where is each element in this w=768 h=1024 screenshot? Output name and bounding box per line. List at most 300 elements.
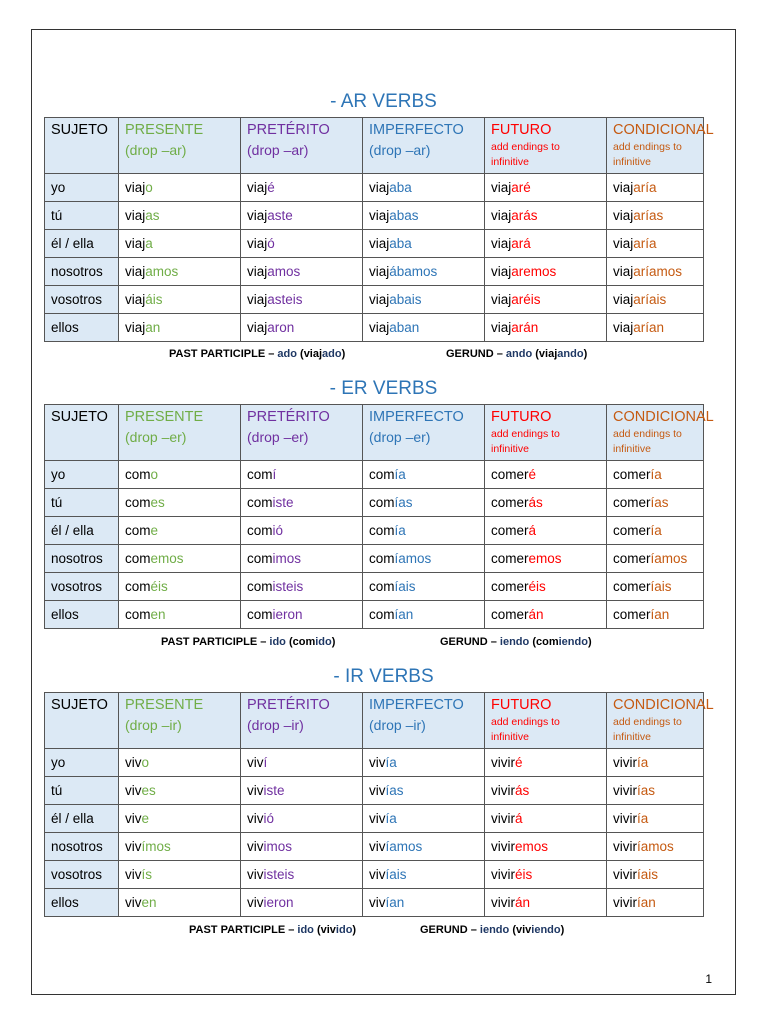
verb-ending: í bbox=[272, 467, 277, 482]
header-futuro bbox=[485, 693, 607, 749]
verb-stem: viaj bbox=[491, 292, 512, 307]
verb-ending: iste bbox=[263, 783, 285, 798]
verb-ending: ían bbox=[637, 895, 656, 910]
verb-ending: abais bbox=[389, 292, 422, 307]
verb-stem: com bbox=[125, 607, 151, 622]
conjugation-cell-preterito bbox=[241, 805, 363, 833]
conjugation-cell-futuro bbox=[485, 461, 607, 489]
conjugation-cell-condicional bbox=[607, 573, 704, 601]
conjugation-cell-imperfecto bbox=[363, 230, 485, 258]
table-row bbox=[45, 749, 704, 777]
verb-ending: ieron bbox=[263, 895, 294, 910]
verb-ending: ía bbox=[385, 811, 397, 826]
paren-close: ) bbox=[583, 348, 588, 360]
verb-stem: viaj bbox=[613, 208, 634, 223]
table-row bbox=[45, 517, 704, 545]
past-participle-example-stem: viaj bbox=[303, 348, 323, 360]
header-presente bbox=[119, 693, 241, 749]
verb-ending: aré bbox=[511, 180, 531, 195]
conjugation-cell-condicional bbox=[607, 202, 704, 230]
verb-stem: viaj bbox=[491, 180, 512, 195]
verb-stem: viaj bbox=[613, 180, 634, 195]
header-condicional-title: CONDICIONAL bbox=[613, 122, 714, 138]
verb-stem: viaj bbox=[613, 236, 634, 251]
verb-ending: amos bbox=[267, 264, 301, 279]
conjugation-cell-presente bbox=[119, 202, 241, 230]
header-imperfecto-title: IMPERFECTO bbox=[369, 122, 464, 138]
conjugation-cell-imperfecto bbox=[363, 489, 485, 517]
conjugation-cell-imperfecto bbox=[363, 174, 485, 202]
verb-stem: vivir bbox=[613, 895, 637, 910]
header-imperfecto-title: IMPERFECTO bbox=[369, 697, 464, 713]
table-row bbox=[45, 286, 704, 314]
verb-ending: ábamos bbox=[389, 264, 438, 279]
conjugation-cell-condicional bbox=[607, 174, 704, 202]
verb-ending: aron bbox=[267, 320, 295, 335]
header-preterito-note: (drop –ar) bbox=[247, 142, 309, 158]
verb-stem: viv bbox=[247, 783, 264, 798]
conjugation-cell-presente bbox=[119, 489, 241, 517]
paren-open: ( bbox=[288, 636, 293, 648]
verb-ending: imos bbox=[263, 839, 293, 854]
conjugation-cell-condicional bbox=[607, 545, 704, 573]
verb-ending: ieron bbox=[272, 607, 303, 622]
verb-stem: viaj bbox=[613, 320, 634, 335]
verb-ending: en bbox=[141, 895, 157, 910]
verb-ending: éis bbox=[528, 579, 546, 594]
table-header-row bbox=[45, 693, 704, 749]
paren-close: ) bbox=[352, 924, 357, 936]
verb-ending: é bbox=[515, 755, 523, 770]
past-participle-label: PAST PARTICIPLE – bbox=[189, 924, 295, 936]
verb-ending: á bbox=[515, 811, 523, 826]
conjugation-cell-preterito bbox=[241, 489, 363, 517]
conjugation-cell-futuro bbox=[485, 777, 607, 805]
verb-ending: ás bbox=[528, 495, 543, 510]
verb-ending: arías bbox=[633, 208, 664, 223]
header-imperfecto-title: IMPERFECTO bbox=[369, 409, 464, 425]
verb-stem: vivir bbox=[613, 755, 637, 770]
verb-ending: aría bbox=[633, 180, 657, 195]
table-row bbox=[45, 889, 704, 917]
verb-ending: isteis bbox=[263, 867, 295, 882]
gerund-example-stem: viv bbox=[515, 924, 532, 936]
verb-ending: aría bbox=[633, 236, 657, 251]
conjugation-cell-preterito bbox=[241, 777, 363, 805]
verb-stem: viaj bbox=[247, 292, 268, 307]
verb-stem: viaj bbox=[369, 264, 390, 279]
verb-ending: o bbox=[141, 755, 150, 770]
verb-ending: ía bbox=[385, 755, 397, 770]
conjugation-cell-futuro bbox=[485, 174, 607, 202]
verb-stem: com bbox=[125, 551, 151, 566]
gerund-example-stem: com bbox=[535, 636, 559, 648]
conjugation-cell-futuro bbox=[485, 314, 607, 342]
verb-ending: es bbox=[141, 783, 156, 798]
conjugation-cell-imperfecto bbox=[363, 517, 485, 545]
verb-stem: com bbox=[247, 579, 273, 594]
verb-ending: ís bbox=[141, 867, 153, 882]
verb-ending: íamos bbox=[394, 551, 432, 566]
header-preterito bbox=[241, 405, 363, 461]
section-title: - IR VERBS bbox=[333, 666, 434, 687]
verb-ending: aríais bbox=[633, 292, 667, 307]
conjugation-cell-futuro bbox=[485, 861, 607, 889]
conjugation-cell-imperfecto bbox=[363, 833, 485, 861]
verb-stem: comer bbox=[613, 523, 651, 538]
verb-stem: vivir bbox=[613, 839, 637, 854]
past-participle-example-ending: ido bbox=[335, 924, 353, 936]
verb-stem: viaj bbox=[369, 320, 390, 335]
table-row bbox=[45, 174, 704, 202]
verb-stem: viv bbox=[125, 867, 142, 882]
verb-ending: ímos bbox=[141, 839, 171, 854]
header-imperfecto bbox=[363, 118, 485, 174]
verb-ending: isteis bbox=[272, 579, 304, 594]
gerund-label: GERUND – bbox=[440, 636, 497, 648]
verb-ending: ía bbox=[650, 467, 662, 482]
conjugation-cell-preterito bbox=[241, 861, 363, 889]
conjugation-cell-presente bbox=[119, 230, 241, 258]
verb-stem: comer bbox=[613, 579, 651, 594]
subject-cell: yo bbox=[45, 749, 119, 777]
conjugation-cell-imperfecto bbox=[363, 286, 485, 314]
verb-stem: viv bbox=[125, 839, 142, 854]
subject-cell: vosotros bbox=[45, 286, 119, 314]
verb-ending: imos bbox=[272, 551, 302, 566]
verb-ending: ió bbox=[263, 811, 275, 826]
past-participle-label: PAST PARTICIPLE – bbox=[169, 348, 275, 360]
section-title: - AR VERBS bbox=[330, 91, 437, 112]
conjugation-cell-condicional bbox=[607, 517, 704, 545]
header-futuro-title: FUTURO bbox=[491, 409, 552, 425]
conjugation-cell-preterito bbox=[241, 545, 363, 573]
header-condicional-note: add endings to infinitive bbox=[613, 141, 682, 168]
verb-stem: com bbox=[369, 579, 395, 594]
verb-stem: com bbox=[247, 523, 273, 538]
verb-ending: a bbox=[145, 236, 153, 251]
header-condicional bbox=[607, 118, 714, 174]
conjugation-cell-presente bbox=[119, 461, 241, 489]
conjugation-cell-preterito bbox=[241, 286, 363, 314]
verb-ending: ía bbox=[637, 755, 649, 770]
gerund-label: GERUND – bbox=[420, 924, 477, 936]
header-condicional bbox=[607, 405, 714, 461]
header-condicional-note: add endings to infinitive bbox=[613, 716, 682, 743]
verb-ending: ás bbox=[515, 783, 530, 798]
paren-close: ) bbox=[341, 348, 346, 360]
header-preterito bbox=[241, 118, 363, 174]
table-header-row bbox=[45, 118, 704, 174]
table-row bbox=[45, 777, 704, 805]
verb-stem: com bbox=[247, 607, 273, 622]
header-subject-label: SUJETO bbox=[51, 122, 108, 138]
conjugation-cell-futuro bbox=[485, 573, 607, 601]
verb-ending: o bbox=[150, 467, 159, 482]
conjugation-cell-presente bbox=[119, 286, 241, 314]
paren-open: ( bbox=[535, 348, 539, 360]
conjugation-cell-preterito bbox=[241, 517, 363, 545]
verb-stem: comer bbox=[613, 495, 651, 510]
verb-stem: viaj bbox=[369, 180, 390, 195]
table-row bbox=[45, 601, 704, 629]
header-imperfecto-note: (drop –er) bbox=[369, 429, 431, 445]
subject-cell: yo bbox=[45, 461, 119, 489]
verb-ending: í bbox=[263, 755, 268, 770]
conjugation-cell-imperfecto bbox=[363, 545, 485, 573]
conjugation-cell-imperfecto bbox=[363, 601, 485, 629]
conjugation-cell-condicional bbox=[607, 601, 704, 629]
header-futuro-note: add endings to infinitive bbox=[491, 141, 560, 168]
verb-stem: vivir bbox=[491, 783, 515, 798]
conjugation-cell-futuro bbox=[485, 833, 607, 861]
verb-ending: an bbox=[145, 320, 161, 335]
subject-cell: nosotros bbox=[45, 545, 119, 573]
gerund-note bbox=[446, 348, 587, 360]
verb-stem: viv bbox=[247, 755, 264, 770]
header-subject-label: SUJETO bbox=[51, 697, 108, 713]
header-condicional bbox=[607, 693, 714, 749]
verb-ending: en bbox=[150, 607, 166, 622]
verb-ending: íais bbox=[650, 579, 672, 594]
verb-ending: ía bbox=[394, 467, 406, 482]
header-preterito-title: PRETÉRITO bbox=[247, 697, 330, 713]
conjugation-cell-futuro bbox=[485, 889, 607, 917]
verb-ending: aba bbox=[389, 236, 412, 251]
verb-ending: arán bbox=[511, 320, 539, 335]
subject-cell: nosotros bbox=[45, 258, 119, 286]
verb-stem: viv bbox=[125, 755, 142, 770]
verb-stem: viaj bbox=[369, 292, 390, 307]
verb-stem: comer bbox=[491, 551, 529, 566]
verb-ending: o bbox=[145, 180, 153, 195]
conjugation-cell-imperfecto bbox=[363, 461, 485, 489]
verb-ending: arás bbox=[511, 208, 538, 223]
conjugation-cell-imperfecto bbox=[363, 805, 485, 833]
table-header-row bbox=[45, 405, 704, 461]
verb-stem: viaj bbox=[247, 180, 268, 195]
verb-stem: viaj bbox=[491, 208, 512, 223]
header-futuro-title: FUTURO bbox=[491, 122, 552, 138]
verb-ending: ían bbox=[385, 895, 405, 910]
verb-stem: viaj bbox=[491, 236, 512, 251]
gerund-example-ending: iendo bbox=[558, 636, 588, 648]
verb-ending: ía bbox=[394, 523, 406, 538]
verb-ending: é bbox=[267, 180, 275, 195]
conjugation-cell-presente bbox=[119, 861, 241, 889]
subject-cell: vosotros bbox=[45, 861, 119, 889]
conjugation-cell-presente bbox=[119, 833, 241, 861]
verb-ending: án bbox=[528, 607, 544, 622]
verb-ending: íamos bbox=[650, 551, 688, 566]
verb-stem: comer bbox=[491, 607, 529, 622]
verb-stem: comer bbox=[613, 607, 651, 622]
verb-stem: com bbox=[247, 467, 273, 482]
conjugation-cell-presente bbox=[119, 777, 241, 805]
conjugation-cell-presente bbox=[119, 314, 241, 342]
conjugation-cell-preterito bbox=[241, 461, 363, 489]
verb-stem: viaj bbox=[125, 236, 146, 251]
table-row bbox=[45, 805, 704, 833]
subject-cell: él / ella bbox=[45, 230, 119, 258]
conjugation-cell-condicional bbox=[607, 861, 704, 889]
conjugation-cell-imperfecto bbox=[363, 258, 485, 286]
past-participle-ending: ido bbox=[269, 636, 286, 648]
conjugation-cell-preterito bbox=[241, 230, 363, 258]
verb-stem: vivir bbox=[491, 755, 515, 770]
verb-ending: ías bbox=[385, 783, 404, 798]
verb-ending: ió bbox=[272, 523, 284, 538]
header-futuro-note: add endings to infinitive bbox=[491, 716, 560, 743]
verb-stem: viaj bbox=[369, 208, 390, 223]
header-preterito-title: PRETÉRITO bbox=[247, 409, 330, 425]
verb-stem: comer bbox=[613, 551, 651, 566]
past-participle-note bbox=[189, 924, 356, 936]
conjugation-cell-presente bbox=[119, 749, 241, 777]
verb-ending: amos bbox=[145, 264, 179, 279]
conjugation-cell-preterito bbox=[241, 258, 363, 286]
verb-stem: viv bbox=[247, 811, 264, 826]
verb-stem: comer bbox=[491, 495, 529, 510]
subject-cell: ellos bbox=[45, 601, 119, 629]
verb-ending: abas bbox=[389, 208, 419, 223]
header-futuro bbox=[485, 118, 607, 174]
gerund-ending: iendo bbox=[499, 636, 530, 648]
gerund-example-ending: ando bbox=[557, 348, 584, 360]
table-row bbox=[45, 202, 704, 230]
paren-open: ( bbox=[316, 924, 321, 936]
past-participle-example-stem: com bbox=[292, 636, 316, 648]
verb-ending: aste bbox=[267, 208, 293, 223]
section-title: - ER VERBS bbox=[329, 378, 438, 399]
verb-ending: es bbox=[150, 495, 165, 510]
verb-stem: viv bbox=[369, 811, 386, 826]
subject-cell: tú bbox=[45, 202, 119, 230]
verb-stem: com bbox=[369, 467, 395, 482]
conjugation-cell-futuro bbox=[485, 230, 607, 258]
gerund-label: GERUND – bbox=[446, 348, 503, 360]
verb-ending: as bbox=[145, 208, 160, 223]
verb-stem: viv bbox=[369, 867, 386, 882]
subject-cell: él / ella bbox=[45, 805, 119, 833]
conjugation-cell-condicional bbox=[607, 889, 704, 917]
past-participle-note bbox=[169, 348, 345, 360]
verb-stem: viv bbox=[247, 895, 264, 910]
verb-ending: ará bbox=[511, 236, 531, 251]
conjugation-cell-condicional bbox=[607, 749, 704, 777]
verb-stem: viv bbox=[125, 783, 142, 798]
header-imperfecto-note: (drop –ir) bbox=[369, 717, 426, 733]
subject-cell: tú bbox=[45, 489, 119, 517]
verb-stem: comer bbox=[491, 523, 529, 538]
verb-stem: viv bbox=[125, 811, 142, 826]
header-imperfecto-note: (drop –ar) bbox=[369, 142, 431, 158]
header-presente-note: (drop –ir) bbox=[125, 717, 182, 733]
verb-stem: comer bbox=[491, 579, 529, 594]
verb-ending: aréis bbox=[511, 292, 541, 307]
verb-stem: vivir bbox=[613, 867, 637, 882]
subject-cell: tú bbox=[45, 777, 119, 805]
verb-ending: ías bbox=[650, 495, 669, 510]
verb-stem: com bbox=[369, 495, 395, 510]
conjugation-table bbox=[44, 117, 714, 342]
verb-stem: com bbox=[125, 467, 151, 482]
verb-ending: aremos bbox=[511, 264, 557, 279]
verb-ending: emos bbox=[528, 551, 562, 566]
conjugation-cell-imperfecto bbox=[363, 202, 485, 230]
gerund-example-stem: viaj bbox=[538, 348, 558, 360]
verb-ending: ías bbox=[637, 783, 656, 798]
conjugation-cell-futuro bbox=[485, 805, 607, 833]
header-subject bbox=[45, 693, 119, 749]
header-presente bbox=[119, 405, 241, 461]
conjugation-cell-condicional bbox=[607, 777, 704, 805]
paren-close: ) bbox=[587, 636, 592, 648]
verb-stem: comer bbox=[613, 467, 651, 482]
table-row bbox=[45, 489, 704, 517]
verb-stem: com bbox=[369, 607, 395, 622]
header-futuro bbox=[485, 405, 607, 461]
conjugation-cell-presente bbox=[119, 174, 241, 202]
verb-stem: vivir bbox=[613, 811, 637, 826]
verb-stem: viaj bbox=[125, 320, 146, 335]
conjugation-cell-preterito bbox=[241, 573, 363, 601]
verb-stem: viaj bbox=[613, 292, 634, 307]
gerund-ending: ando bbox=[505, 348, 533, 360]
verb-ending: ían bbox=[650, 607, 670, 622]
past-participle-note bbox=[161, 636, 335, 648]
verb-stem: com bbox=[247, 495, 273, 510]
verb-ending: éis bbox=[515, 867, 533, 882]
verb-stem: vivir bbox=[613, 783, 637, 798]
header-presente-note: (drop –er) bbox=[125, 429, 187, 445]
verb-ending: ía bbox=[650, 523, 662, 538]
table-row bbox=[45, 573, 704, 601]
header-imperfecto bbox=[363, 693, 485, 749]
verb-ending: á bbox=[528, 523, 537, 538]
conjugation-cell-presente bbox=[119, 573, 241, 601]
verb-stem: viaj bbox=[125, 264, 146, 279]
header-subject bbox=[45, 405, 119, 461]
header-condicional-title: CONDICIONAL bbox=[613, 409, 714, 425]
verb-ending: ían bbox=[394, 607, 414, 622]
verb-stem: vivir bbox=[491, 867, 515, 882]
conjugation-cell-preterito bbox=[241, 601, 363, 629]
conjugation-cell-condicional bbox=[607, 805, 704, 833]
paren-close: ) bbox=[560, 924, 565, 936]
verb-stem: viaj bbox=[247, 320, 268, 335]
gerund-example-ending: iendo bbox=[531, 924, 561, 936]
conjugation-cell-condicional bbox=[607, 314, 704, 342]
conjugation-cell-futuro bbox=[485, 286, 607, 314]
header-presente bbox=[119, 118, 241, 174]
conjugation-cell-presente bbox=[119, 517, 241, 545]
verb-stem: viaj bbox=[247, 208, 268, 223]
verb-stem: vivir bbox=[491, 895, 515, 910]
conjugation-cell-condicional bbox=[607, 258, 704, 286]
conjugation-cell-presente bbox=[119, 805, 241, 833]
gerund-note bbox=[440, 636, 592, 648]
conjugation-cell-imperfecto bbox=[363, 314, 485, 342]
past-participle-example-ending: ado bbox=[322, 348, 342, 360]
header-condicional-note: add endings to infinitive bbox=[613, 428, 682, 455]
header-preterito-note: (drop –ir) bbox=[247, 717, 304, 733]
verb-stem: viaj bbox=[125, 292, 146, 307]
verb-ending: íais bbox=[385, 867, 407, 882]
past-participle-label: PAST PARTICIPLE – bbox=[161, 636, 267, 648]
past-participle-example-stem: viv bbox=[320, 924, 336, 936]
header-preterito-title: PRETÉRITO bbox=[247, 122, 330, 138]
